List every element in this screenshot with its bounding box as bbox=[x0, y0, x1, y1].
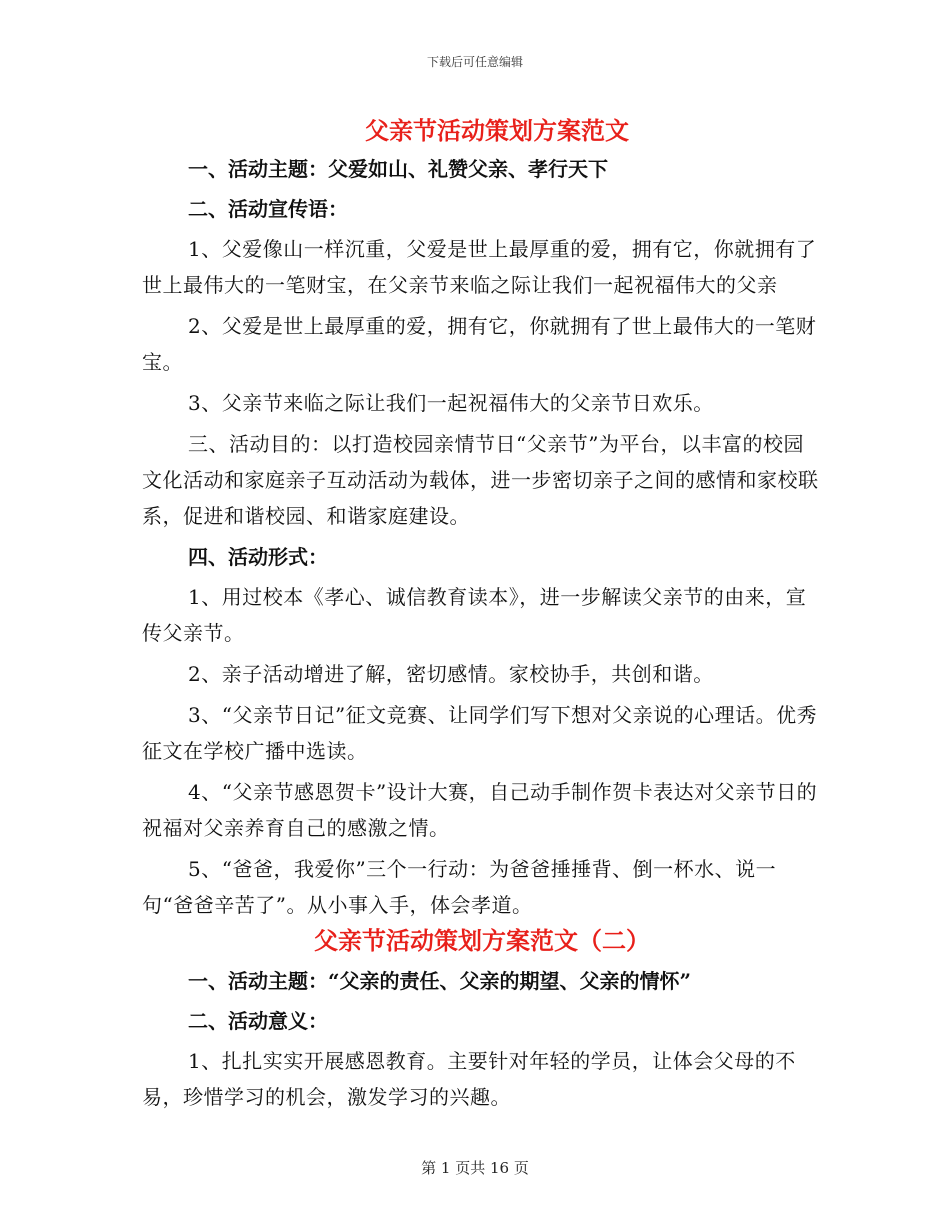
paragraph: 2、父爱是世上最厚重的爱，拥有它，你就拥有了世上最伟大的一笔财宝。 bbox=[142, 314, 817, 374]
paragraph: 1、父爱像山一样沉重，父爱是世上最厚重的爱，拥有它，你就拥有了世上最伟大的一笔财宝，在父亲节来临之际让我们一起祝福伟大的父亲 bbox=[142, 237, 817, 297]
paragraph: 1、用过校本《孝心、诚信教育读本》，进一步解读父亲节的由来，宣传父亲节。 bbox=[142, 585, 807, 645]
section-heading: 四、活动形式： bbox=[188, 545, 328, 569]
paragraph: 4、“父亲节感恩贺卡”设计大赛，自己动手制作贺卡表达对父亲节日的祝福对父亲养育自己的感激之情。 bbox=[142, 780, 818, 840]
section-title: 父亲节活动策划方案范文（二） bbox=[314, 926, 650, 955]
paragraph: 3、“父亲节日记”征文竞赛、让同学们写下想对父亲说的心理话。优秀征文在学校广播中选读。 bbox=[142, 703, 818, 763]
page-footer: 第 1 页共 16 页 bbox=[421, 1159, 529, 1177]
section-heading: 二、活动意义： bbox=[188, 1009, 328, 1033]
section-heading: 一、活动主题：“父亲的责任、父亲的期望、父亲的情怀” bbox=[188, 969, 692, 993]
paragraph: 三、活动目的：以打造校园亲情节日“父亲节”为平台，以丰富的校园文化活动和家庭亲子互动活动为载体，进一步密切亲子之间的感情和家校联系，促进和谐校园、和谐家庭建设。 bbox=[142, 432, 819, 528]
paragraph: 1、扎扎实实开展感恩教育。主要针对年轻的学员，让体会父母的不易，珍惜学习的机会，激发学习的兴趣。 bbox=[142, 1049, 796, 1109]
section-heading: 二、活动宣传语： bbox=[188, 197, 348, 221]
section-heading: 一、活动主题：父爱如山、礼赞父亲、孝行天下 bbox=[188, 157, 608, 181]
document-title: 父亲节活动策划方案范文 bbox=[365, 116, 629, 145]
paragraph: 5、“爸爸，我爱你”三个一行动：为爸爸捶捶背、倒一杯水、说一句“爸爸辛苦了”。从小事入手，体会孝道。 bbox=[142, 857, 777, 917]
paragraph: 3、父亲节来临之际让我们一起祝福伟大的父亲节日欢乐。 bbox=[188, 391, 714, 415]
paragraph: 2、亲子活动增进了解，密切感情。家校协手，共创和谐。 bbox=[188, 662, 714, 686]
page-header: 下载后可任意编辑 bbox=[426, 55, 523, 69]
document-body bbox=[142, 113, 822, 1115]
